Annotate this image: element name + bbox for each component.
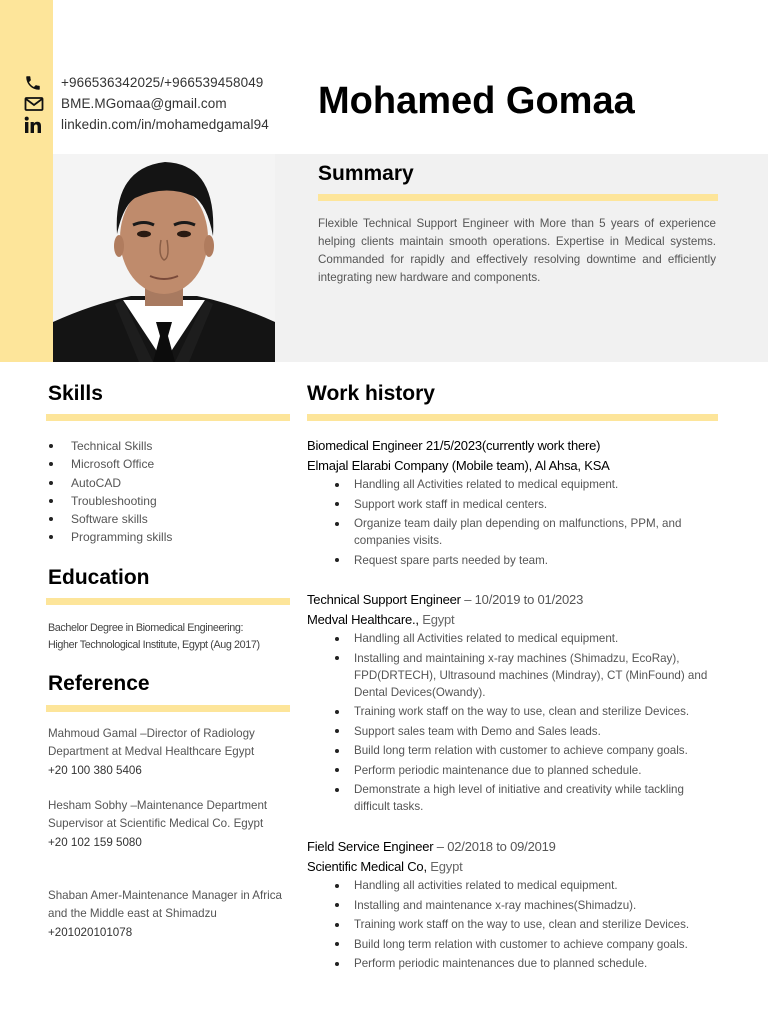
duty-item: Installing and maintaining x-ray machines (Shimadzu, EcoRay), FPD(DRTECH), Ultrasound machines (Mindray), CT (MinFound) and Dental Devices(Owandy). [354,650,719,701]
reference-item [48,887,288,942]
job-duties [354,476,719,569]
job-company: Elmajal Elarabi Company (Mobile team), Al Ahsa, KSA [307,458,610,473]
education-rule [46,598,290,605]
reference-item [48,797,288,852]
institute: Higher Technological Institute, Egypt (Aug 2017) [48,639,260,651]
reference-item [48,725,288,780]
duty-item: Demonstrate a high level of initiative and creativity while tackling difficult tasks. [354,781,719,815]
job-company-line [307,610,727,630]
job-dates: – 10/2019 to 01/2023 [460,592,584,607]
skill-item: Programming skills [48,528,172,546]
job-entry [307,436,727,571]
job-entry [307,837,727,975]
job-title: Technical Support Engineer [307,592,461,607]
job-title-line [307,590,727,610]
duty-item: Training work staff on the way to use, clean and sterilize Devices. [354,703,719,720]
job-company: Medval Healthcare., [307,612,419,627]
reference-text: Hesham Sobhy –Maintenance Department Supervisor at Scientific Medical Co. Egypt [48,799,268,830]
envelope-icon [24,93,61,114]
skills-heading: Skills [48,382,103,405]
summary-rule [318,194,718,201]
skills-list [48,437,172,547]
duty-item: Build long term relation with customer to achieve company goals. [354,936,719,953]
skill-item: Software skills [48,510,172,528]
phone-numbers: +966536342025/+966539458049 [61,75,264,90]
job-company-line [307,857,727,877]
skill-item: Microsoft Office [48,455,172,473]
skills-rule [46,414,290,421]
work-history-rule [307,414,718,421]
linkedin-url[interactable]: linkedin.com/in/mohamedgamal94 [61,117,269,132]
contact-email-row [24,93,269,114]
contact-linkedin-row [24,114,269,135]
accent-strip [0,0,53,362]
phone-icon [24,72,61,93]
contact-phone-row [24,72,269,93]
duty-item: Support sales team with Demo and Sales leads. [354,723,719,740]
job-location: Egypt [418,612,455,627]
skill-item: AutoCAD [48,474,172,492]
reference-phone: +20 100 380 5406 [48,764,142,777]
duty-item: Support work staff in medical centers. [354,496,719,513]
job-title: Biomedical Engineer 21/5/2023(currently work there) [307,438,601,453]
job-company-line [307,456,727,476]
summary-text: Flexible Technical Support Engineer with More than 5 years of experience helping clients maintain smooth operations. Expertise in Medical systems. Commanded for rapidly and effectively resolving downtime and efficiently integrating new hardware and components. [318,217,716,284]
reference-text: Shaban Amer-Maintenance Manager in Africa and the Middle east at Shimadzu [48,889,282,920]
duty-item: Handling all Activities related to medical equipment. [354,476,719,493]
duty-item: Request spare parts needed by team. [354,552,719,569]
reference-rule [46,705,290,712]
degree: Bachelor Degree in Biomedical Engineering: [48,622,244,634]
job-company: Scientific Medical Co, [307,859,427,874]
duty-item: Training work staff on the way to use, clean and sterilize Devices. [354,916,719,933]
education-heading: Education [48,566,150,589]
contact-block [24,72,269,135]
linkedin-icon [24,114,61,135]
job-dates: – 02/2018 to 09/2019 [433,839,556,854]
job-entry [307,590,727,818]
duty-item: Handling all Activities related to medical equipment. [354,630,719,647]
duty-item: Perform periodic maintenances due to planned schedule. [354,955,719,972]
duty-item: Installing and maintenance x-ray machines(Shimadzu). [354,897,719,914]
candidate-name: Mohamed Gomaa [318,80,635,122]
duty-item: Handling all activities related to medical equipment. [354,877,719,894]
job-location: Egypt [426,859,463,874]
profile-photo [53,154,275,362]
duty-item: Build long term relation with customer to achieve company goals. [354,742,719,759]
summary-heading: Summary [318,162,414,185]
education-details [48,620,298,654]
skill-item: Technical Skills [48,437,172,455]
duty-item: Organize team daily plan depending on malfunctions, PPM, and companies visits. [354,515,719,549]
reference-phone: +201020101078 [48,926,133,939]
job-duties [354,630,719,815]
work-history-heading: Work history [307,382,435,405]
reference-heading: Reference [48,672,150,695]
job-duties [354,877,719,972]
reference-phone: +20 102 159 5080 [48,836,142,849]
duty-item: Perform periodic maintenance due to planned schedule. [354,762,719,779]
email-address[interactable]: BME.MGomaa@gmail.com [61,96,227,111]
job-title: Field Service Engineer [307,839,434,854]
skill-item: Troubleshooting [48,492,172,510]
job-title-line [307,436,727,456]
reference-text: Mahmoud Gamal –Director of Radiology Department at Medval Healthcare Egypt [48,727,255,758]
job-title-line [307,837,727,857]
